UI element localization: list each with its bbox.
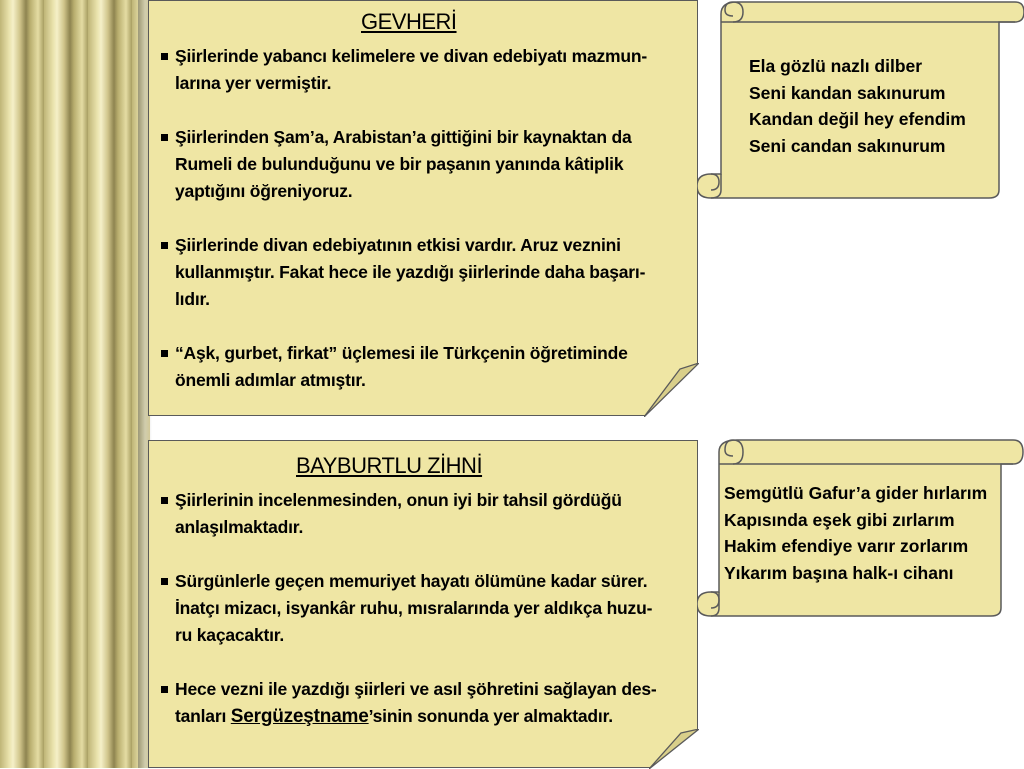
bayburtlu-panel — [148, 440, 698, 768]
list-item — [161, 232, 691, 313]
poem-line: Semgütlü Gafur’a gider hırlarım — [724, 483, 988, 503]
gevheri-bullet-list — [161, 43, 691, 421]
bayburtlu-poem-lines — [724, 480, 987, 586]
list-item — [161, 568, 691, 649]
bullet-text: Şiirlerinde yabancı kelimelere ve divan edebiyatı mazmun- larına yer vermiştir. — [175, 46, 647, 93]
decorative-columns — [0, 0, 150, 768]
poem-line: Kandan değil hey efendim — [749, 109, 966, 129]
page-curl-icon — [649, 729, 699, 769]
bayburtlu-title: BAYBURTLU ZİHNİ — [296, 453, 483, 478]
gevheri-title: GEVHERİ — [361, 9, 457, 34]
poem-line: Seni kandan sakınurum — [749, 82, 946, 103]
page-curl-icon — [644, 363, 699, 417]
bullet-text: Şiirlerinin incelenmesinden, onun iyi bir tahsil gördüğü anlaşılmaktadır. — [175, 490, 622, 537]
gevheri-panel — [148, 0, 698, 416]
bullet-text: Şiirlerinde divan edebiyatının etkisi vardır. Aruz veznini kullanmıştır. Fakat hece ile yazdığı şiirlerinde daha başarı- lıdır. — [175, 235, 646, 309]
bayburtlu-poem-scroll — [697, 438, 1024, 620]
list-item — [161, 340, 691, 394]
bullet-text: Şiirlerinden Şam’a, Arabistan’a gittiğini bir kaynaktan da Rumeli de bulunduğunu ve bir paşanın yanında kâtiplik yaptığını öğreniyoruz. — [175, 127, 632, 201]
poem-line: Kapısında eşek gibi zırlarım — [724, 509, 955, 530]
gevheri-poem-scroll — [697, 0, 1024, 202]
poem-line: Seni candan sakınurum — [749, 135, 946, 156]
highlighted-term: Sergüzeştname — [230, 706, 369, 727]
bullet-text — [175, 679, 657, 726]
bullet-text: “Aşk, gurbet, firkat” üçlemesi ile Türkçenin öğretiminde önemli adımlar atmıştır. — [175, 343, 628, 390]
gevheri-poem-lines — [749, 53, 966, 159]
poem-line: Yıkarım başına halk-ı cihanı — [724, 562, 954, 583]
list-item — [161, 43, 691, 97]
bullet-text: Sürgünlerle geçen memuriyet hayatı ölümüne kadar sürer. İnatçı mizacı, isyankâr ruhu, mısralarında yer aldıkça huzu- ru kaçacaktır. — [175, 571, 653, 645]
bayburtlu-bullet-list — [161, 487, 691, 757]
bullet-text-part: Hece vezni ile yazdığı şiirleri ve asıl şöhretini sağlayan des- tanları — [175, 679, 657, 726]
poem-line: Ela gözlü nazlı dilber — [749, 56, 923, 76]
bullet-text-part: ’sinin sonunda yer almaktadır. — [368, 706, 613, 726]
list-item — [161, 124, 691, 205]
poem-line: Hakim efendiye varır zorlarım — [724, 536, 969, 556]
list-item — [161, 676, 691, 730]
list-item — [161, 487, 691, 541]
